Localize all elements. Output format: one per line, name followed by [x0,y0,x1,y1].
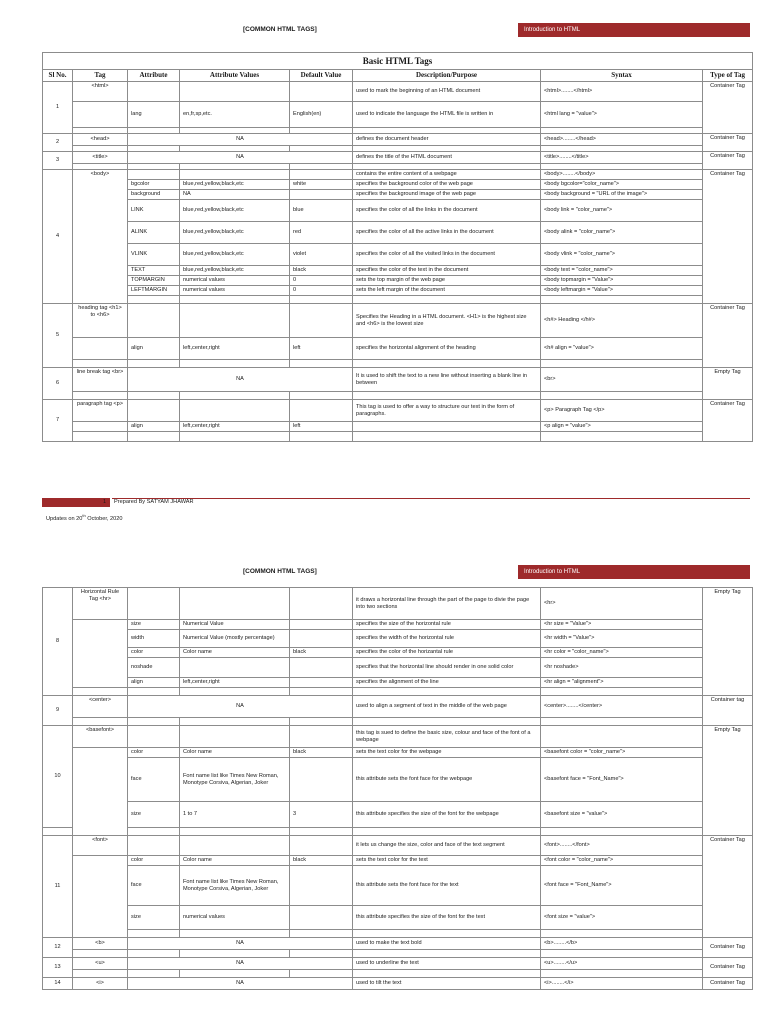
cell-attr: size [128,802,180,828]
cell-syntax: <h#> Heading </h#> [541,304,703,338]
cell-sl: 13 [43,958,73,978]
cell-desc: this attribute specifies the size of the font for the webpage [353,802,541,828]
cell-vals: Numerical Value (mostly percentage) [180,630,290,648]
cell-syntax: <body>........</body> [541,170,703,180]
cell-def: 3 [290,802,353,828]
table-row [43,958,753,970]
cell-vals: Font name list like Times New Roman, Monotype Corsiva, Algerian, Joker [180,758,290,802]
cell-vals: Color name [180,748,290,758]
cell-type: Container Tag [703,170,753,304]
cell-desc: It is used to shift the text to a new line without inserting a blank line in between [353,368,541,392]
cell-tag: <html> [73,82,128,102]
table-row [43,190,753,200]
cell-sl: 4 [43,170,73,304]
cell-sl: 10 [43,726,73,828]
cell-vals: NA [128,978,353,990]
cell-tag: <i> [73,978,128,990]
cell-attr: lang [128,102,180,128]
page2-header-banner: Introduction to HTML [518,565,750,579]
cell-vals: NA [128,958,353,970]
cell-tag: <head> [73,134,128,146]
cell-desc: specifies that the horizontal line should render in one solid color [353,658,541,678]
cell-attr: size [128,906,180,930]
col-header-default-value: Default Value [290,70,353,82]
cell-def [290,630,353,648]
cell-def [290,866,353,906]
cell-def: 0 [290,276,353,286]
cell-desc: used to make the text bold [353,938,541,950]
cell-type: Container Tag [703,836,753,938]
cell-desc: this attribute sets the font face for the text [353,866,541,906]
cell-attr: width [128,630,180,648]
cell-desc: Specifies the Heading in a HTML document. <H1> is the highest size and <h6> is the lowest size [353,304,541,338]
cell-sl: 14 [43,978,73,990]
cell-desc: defines the title of the HTML document [353,152,541,164]
cell-desc: sets the text color for the text [353,856,541,866]
cell-vals: Numerical Value [180,620,290,630]
cell-tag: line break tag <br> [73,368,128,392]
page-header-title: [COMMON HTML TAGS] [243,26,317,33]
cell-desc: this attribute sets the font face for the webpage [353,758,541,802]
cell-syntax: <i>........</i> [541,978,703,990]
cell-def: black [290,266,353,276]
cell-sl: 7 [43,400,73,442]
table-row [43,338,753,360]
cell-syntax: <hr color = "color_name"> [541,648,703,658]
table-row [43,368,753,392]
cell-sl: 6 [43,368,73,400]
table-row [43,304,753,338]
table-row [43,758,753,802]
cell-desc [353,422,541,432]
cell-type: Empty Tag [703,368,753,400]
cell-vals: Color name [180,856,290,866]
cell-type: Empty Tag [703,588,753,696]
col-header-tag: Tag [73,70,128,82]
cell-desc: used to mark the beginning of an HTML document [353,82,541,102]
cell-syntax: <br> [541,368,703,392]
cell-syntax: <body leftmargin = "Value"> [541,286,703,296]
cell-vals: NA [128,696,353,718]
table-row [43,152,753,164]
page2-header-title: [COMMON HTML TAGS] [243,568,317,575]
cell-tag: <body> [73,170,128,304]
cell-vals: NA [128,152,353,164]
cell-attr: TEXT [128,266,180,276]
cell-desc: defines the document header [353,134,541,146]
cell-syntax: <h# align = "value"> [541,338,703,360]
cell-desc: specifies the size of the horizontal rule [353,620,541,630]
cell-tag: paragraph tag <p> [73,400,128,422]
footer-page-number: 1 [103,499,107,505]
cell-syntax: <hr noshade> [541,658,703,678]
cell-attr: color [128,856,180,866]
cell-def: 0 [290,286,353,296]
cell-sl: 3 [43,152,73,170]
table-row [43,102,753,128]
table-row [43,836,753,856]
cell-syntax: <head>........</head> [541,134,703,146]
cell-attr: LINK [128,200,180,222]
cell-attr: TOPMARGIN [128,276,180,286]
cell-syntax: <font face = "Font_Name"> [541,866,703,906]
cell-tag: <center> [73,696,128,718]
table-row [43,978,753,990]
cell-syntax: <body vlink = "color_name"> [541,244,703,266]
col-header-description: Description/Purpose [353,70,541,82]
table-row [43,422,753,432]
cell-type: Container Tag [703,82,753,134]
cell-vals: 1 to 7 [180,802,290,828]
cell-attr: LEFTMARGIN [128,286,180,296]
table-row [43,648,753,658]
cell-desc: used to tilt the text [353,978,541,990]
cell-sl: 8 [43,588,73,696]
cell-desc: specifies the alignment of the line [353,678,541,688]
cell-type: Container Tag [703,152,753,170]
cell-attr: bgcolor [128,180,180,190]
cell-vals: numerical values [180,276,290,286]
cell-syntax: <body background = "URL of the image"> [541,190,703,200]
cell-vals: Font name list like Times New Roman, Monotype Corsiva, Algerian, Joker [180,866,290,906]
cell-sl: 9 [43,696,73,726]
cell-desc: sets the left margin of the document [353,286,541,296]
cell-def [290,758,353,802]
cell-vals: en,fr,sp,etc. [180,102,290,128]
table-row [43,82,753,102]
cell-def: violet [290,244,353,266]
cell-syntax: <b>........</b> [541,938,703,950]
cell-syntax: <html lang = "value"> [541,102,703,128]
cell-type: Empty Tag [703,726,753,836]
cell-desc: specifies the color of the horizantal rule [353,648,541,658]
col-header-type: Type of Tag [703,70,753,82]
cell-type: Container tag [703,696,753,726]
cell-vals: left,center,right [180,338,290,360]
cell-desc: specifies the color of all the links in the document [353,200,541,222]
cell-syntax: <p align = "value"> [541,422,703,432]
cell-vals [180,658,290,678]
footer-rule [112,498,750,508]
cell-attr: align [128,678,180,688]
table-caption: Basic HTML Tags [43,53,753,70]
table-row [43,620,753,630]
cell-syntax: <font color = "color_name"> [541,856,703,866]
table-row [43,180,753,190]
cell-desc: specifies the background image of the web page [353,190,541,200]
cell-tag: Horizontal Rule Tag <hr> [73,588,128,620]
cell-vals: left,center,right [180,422,290,432]
cell-desc: this tag is sued to define the basic size, colour and face of the font of a webpage [353,726,541,748]
cell-syntax [541,726,703,748]
table-row [43,170,753,180]
cell-def [290,906,353,930]
cell-desc: it draws a horizontal line through the part of the page to divie the page into two sections [353,588,541,620]
cell-def [290,658,353,678]
cell-type: Container Tag [703,958,753,978]
col-header-syntax: Syntax [541,70,703,82]
cell-syntax: <basefont size = "value"> [541,802,703,828]
cell-sl: 11 [43,836,73,938]
cell-desc: used to indicate the language the HTML file is written in [353,102,541,128]
cell-vals: NA [128,368,353,392]
cell-tag: <font> [73,836,128,856]
cell-desc: sets the top margin of the web page [353,276,541,286]
cell-vals: blue,red,yellow,black,etc [180,200,290,222]
cell-def: English(en) [290,102,353,128]
cell-vals: blue,red,yellow,black,etc [180,244,290,266]
cell-vals: numerical values [180,906,290,930]
cell-tag: heading tag <h1> to <h6> [73,304,128,338]
col-header-attribute-values: Attribute Values [180,70,290,82]
cell-desc: contains the entire content of a webpage [353,170,541,180]
cell-desc: specifies the horizontal alignment of the heading [353,338,541,360]
cell-vals: NA [128,134,353,146]
cell-desc: it lets us change the size, color and face of the text segment [353,836,541,856]
cell-attr: face [128,866,180,906]
cell-attr: color [128,648,180,658]
footer-prepared-by: Prepared By SATYAM JHAWAR [114,499,194,505]
table-row [43,630,753,648]
cell-syntax: <center>........</center> [541,696,703,718]
cell-def: black [290,856,353,866]
cell-attr: noshade [128,658,180,678]
cell-sl: 5 [43,304,73,368]
cell-desc: specifies the color of the text in the document [353,266,541,276]
cell-attr: ALINK [128,222,180,244]
cell-tag: <title> [73,152,128,164]
cell-def: left [290,338,353,360]
cell-syntax: <font>........</font> [541,836,703,856]
table-row [43,200,753,222]
cell-def: left [290,422,353,432]
table-row [43,244,753,266]
cell-desc: This tag is used to offer a way to structure our text in the form of paragraphs. [353,400,541,422]
table-header-row [43,70,753,82]
table-row [43,588,753,620]
cell-type: Container Tag [703,134,753,152]
cell-attr: VLINK [128,244,180,266]
cell-vals: NA [180,190,290,200]
cell-syntax: <html>........</html> [541,82,703,102]
footer-updated: Updates on 20th October, 2020 [46,513,123,522]
table-row [43,938,753,950]
table-row [43,802,753,828]
cell-def: black [290,748,353,758]
cell-desc: specifies the width of the horizontal rule [353,630,541,648]
cell-attr: align [128,422,180,432]
cell-def [290,190,353,200]
cell-def: blue [290,200,353,222]
table-row [43,134,753,146]
cell-vals: left,center,right [180,678,290,688]
cell-desc: sets the text color for the webpage [353,748,541,758]
cell-tag: <basefont> [73,726,128,748]
cell-syntax: <hr align = "alignment"> [541,678,703,688]
cell-attr: face [128,758,180,802]
table-row [43,678,753,688]
cell-desc: specifies the color of all the visited links in the document [353,244,541,266]
cell-syntax: <p> Paragraph Tag </p> [541,400,703,422]
cell-attr: size [128,620,180,630]
cell-syntax: <body topmargin = "Value"> [541,276,703,286]
cell-sl: 2 [43,134,73,152]
cell-def: red [290,222,353,244]
cell-attr: background [128,190,180,200]
cell-vals: NA [128,938,353,950]
cell-def: black [290,648,353,658]
table-row [43,222,753,244]
cell-attr: color [128,748,180,758]
cell-syntax: <body bgcolor="color_name"> [541,180,703,190]
cell-vals: numerical values [180,286,290,296]
table-row [43,866,753,906]
cell-desc: used to underline the text [353,958,541,970]
cell-syntax: <font size = "value"> [541,906,703,930]
cell-tag: <u> [73,958,128,970]
table-row [43,748,753,758]
cell-syntax: <body link = "color_name"> [541,200,703,222]
cell-tag: <b> [73,938,128,950]
table-row [43,266,753,276]
cell-vals: Color name [180,648,290,658]
cell-type: Container Tag [703,978,753,990]
cell-type: Container Tag [703,938,753,958]
cell-syntax: <basefont face = "Font_Name"> [541,758,703,802]
cell-syntax: <basefont color = "color_name"> [541,748,703,758]
basic-html-tags-table-continued [42,587,753,990]
cell-syntax: <hr size = "Value"> [541,620,703,630]
table-row [43,658,753,678]
cell-vals: blue,red,yellow,black,etc [180,266,290,276]
cell-syntax: <title>........</title> [541,152,703,164]
cell-sl: 12 [43,938,73,958]
cell-syntax: <hr> [541,588,703,620]
cell-syntax: <u>........</u> [541,958,703,970]
table-row [43,276,753,286]
cell-syntax: <body text = "color_name"> [541,266,703,276]
footer-bar-left [42,498,110,507]
table-row [43,726,753,748]
cell-type: Container Tag [703,400,753,442]
col-header-attribute: Attribute [128,70,180,82]
table-row [43,400,753,422]
cell-desc: specifies the color of all the active links in the document [353,222,541,244]
cell-syntax: <hr width = "Value"> [541,630,703,648]
cell-attr: align [128,338,180,360]
table-row [43,856,753,866]
cell-type: Container Tag [703,304,753,368]
col-header-sl: Sl No. [43,70,73,82]
table-row [43,286,753,296]
cell-sl: 1 [43,82,73,134]
cell-vals: blue,red,yellow,black,etc [180,180,290,190]
cell-vals: blue,red,yellow,black,etc [180,222,290,244]
cell-desc: specifies the background color of the web page [353,180,541,190]
table-row [43,696,753,718]
cell-def [290,620,353,630]
table-row [43,906,753,930]
cell-desc: used to align a segment of text in the middle of the web page [353,696,541,718]
cell-def [290,678,353,688]
cell-syntax: <body alink = "color_name"> [541,222,703,244]
basic-html-tags-table [42,52,753,442]
cell-desc: this attribute specifies the size of the font for the text [353,906,541,930]
page-header-banner: Introduction to HTML [518,23,750,37]
cell-def: white [290,180,353,190]
